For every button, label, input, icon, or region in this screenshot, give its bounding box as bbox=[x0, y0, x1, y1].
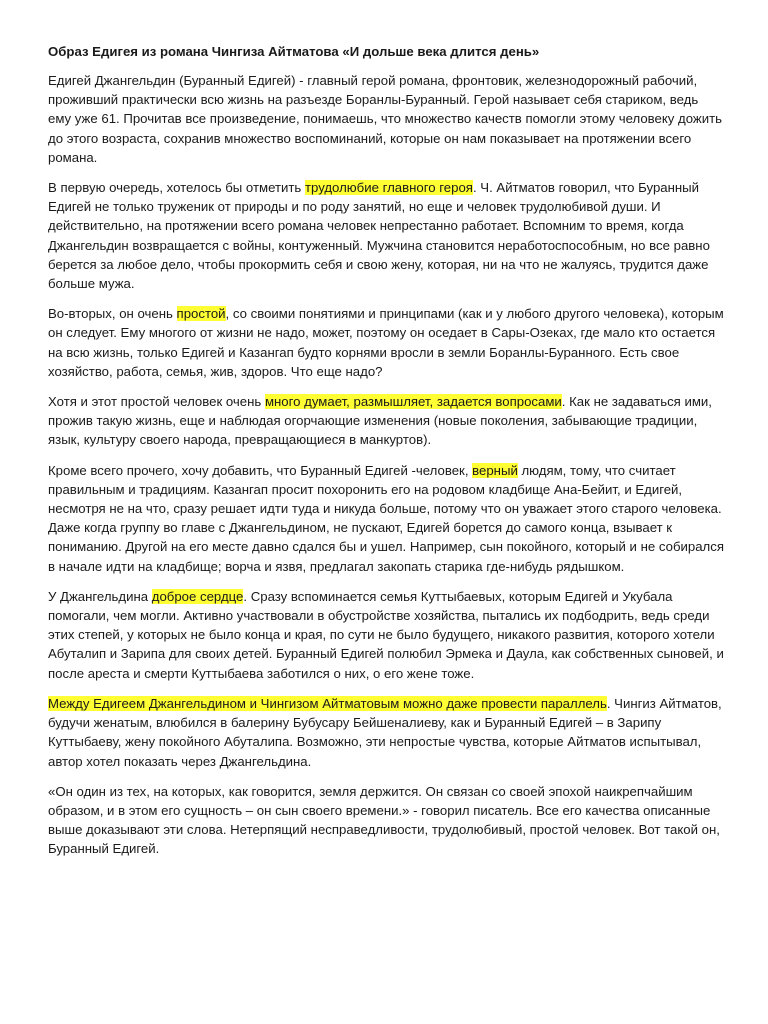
document-body bbox=[48, 71, 724, 859]
paragraph-text: В первую очередь, хотелось бы отметить bbox=[48, 180, 305, 196]
document-title: Образ Едигея из романа Чингиза Айтматова «И дольше века длится день» bbox=[48, 44, 540, 59]
paragraph bbox=[48, 304, 724, 381]
paragraph-text: Хотя и этот простой человек очень bbox=[48, 394, 265, 410]
paragraph bbox=[48, 587, 724, 683]
paragraph-text: У Джангельдина bbox=[48, 588, 152, 604]
paragraph bbox=[48, 178, 724, 293]
highlighted-text: простой bbox=[176, 306, 226, 322]
paragraph-text: людям, тому, что считает правильным и традициям. Казангап просит похоронить его на родовом кладбище Ана-Бейит, и Едигей, несмотря не на что, сразу решает идти туда и никуда больше, потому что он уважает этого старого человека. Даже когда группу во главе с Джангельдином, не пускают, Едигей борется до самого конца, взывает к пониманию. Другой на его месте давно сдался бы и ушел. Например, сын покойного, который и не собирался в начале идти на кладбище; ворча и язвя, предлагал закопать старика где-нибудь рядышком. bbox=[48, 462, 724, 574]
highlighted-text: много думает, размышляет, задается вопросами bbox=[264, 394, 562, 410]
paragraph-text: , со своими понятиями и принципами (как и у любого другого человека), которым он следует. Ему многого от жизни не надо, может, поэтому он оседает в Сары-Озеках, где мало кто остается на всю жизнь, только Едигей и Казангап будто корнями вросли в земли Боранлы-Буранного. Есть свое хозяйство, работа, семья, жив, здоров. Что еще надо? bbox=[48, 306, 724, 379]
highlighted-text: верный bbox=[472, 462, 518, 478]
paragraph-text: Кроме всего прочего, хочу добавить, что Буранный Едигей -человек, bbox=[48, 462, 473, 478]
paragraph-text: . Как не задаваться ими, прожив такую жизнь, еще и наблюдая огорчающие изменения (новые поколения, забывающие традиции, язык, культуру своего народа, превращающиеся в манкуртов). bbox=[48, 394, 712, 448]
paragraph-text: . Чингиз Айтматов, будучи женатым, влюбился в балерину Бубусару Бейшеналиеву, как и Буранный Едигей – в Зарипу Куттыбаеву, жену покойного Абуталипа. Возможно, эти непростые чувства, которые Айтматов испытывал, автор хотел показать через Джангельдина. bbox=[48, 695, 722, 769]
highlighted-text: Между Едигеем Джангельдином и Чингизом Айтматовым можно даже провести параллель bbox=[48, 695, 607, 711]
paragraph-text: . Ч. Айтматов говорил, что Буранный Едигей не только труженик от природы и по роду занятий, но еще и человек трудолюбивой души. И действительно, на протяжении всего романа человек непрестанно работает. Вспомним то время, когда Джангельдин возвращается с войны, контуженный. Мужчина становится неработоспособным, но все равно берется за любое дело, чтобы прокормить себя и свою жену, которая, ни на что не жалуясь, трудится даже больше мужа. bbox=[48, 180, 710, 292]
highlighted-text: доброе сердце bbox=[151, 588, 244, 604]
paragraph-text: . Сразу вспоминается семья Куттыбаевых, которым Едигей и Укубала помогали, чем могли. Активно участвовали в обустройстве хозяйства, пытались их подбодрить, ведь среди этих степей, у которых не было конца и края, по сути не было будущего, никакого развития, которого хотели Абуталип и Зарипа для своих детей. Буранный Едигей полюбил Эрмека и Даула, как собственных сыновей, и после ареста и смерти Куттыбаева заботился о них, о его жене тоже. bbox=[48, 588, 724, 681]
highlighted-text: трудолюбие главного героя bbox=[304, 180, 473, 196]
paragraph bbox=[48, 392, 724, 450]
paragraph-text: Во-вторых, он очень bbox=[48, 306, 177, 322]
paragraph-text: «Он один из тех, на которых, как говорится, земля держится. Он связан со своей эпохой наикрепчайшим образом, и в этом его сущность – он сын своего времени.» - говорил писатель. Все его качества описанные выше доказывают эти слова. Нетерпящий несправедливости, трудолюбивый, простой человек. Вот такой он, Буранный Едигей. bbox=[48, 783, 720, 857]
paragraph bbox=[48, 782, 724, 859]
paragraph bbox=[48, 461, 724, 576]
paragraph bbox=[48, 71, 724, 167]
paragraph bbox=[48, 694, 724, 771]
paragraph-text: Едигей Джангельдин (Буранный Едигей) - главный герой романа, фронтовик, железнодорожный рабочий, проживший практически всю жизнь на разъезде Боранлы-Буранный. Герой называет себя стариком, ведь ему уже 61. Прочитав все произведение, понимаешь, что множество качеств помогли этому человеку дожить до этого возраста, сохранив множество воспоминаний, которые он нам показывает на протяжении всего романа. bbox=[48, 73, 723, 165]
